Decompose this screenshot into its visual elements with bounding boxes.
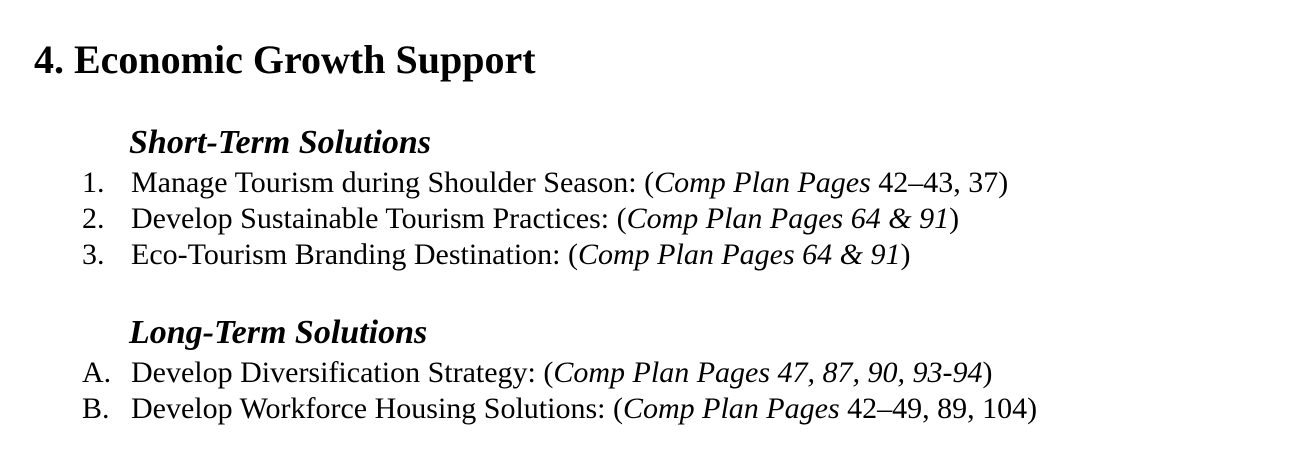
list-marker: B.: [82, 392, 110, 425]
list-item-text: [131, 201, 959, 237]
item-title: Manage Tourism during Shoulder Season: (: [131, 166, 655, 199]
item-title: Develop Diversification Strategy: (: [131, 356, 554, 389]
close-paren: ): [982, 356, 993, 389]
list-item-text: [131, 165, 1008, 201]
plan-reference: Comp Plan Pages 47, 87, 90, 93-94: [553, 356, 983, 389]
item-title: Eco-Tourism Branding Destination: (: [131, 238, 578, 271]
long-term-heading: Long-Term Solutions: [129, 314, 428, 351]
plan-pages: 42–43, 37): [870, 166, 1009, 199]
item-title: Develop Sustainable Tourism Practices: (: [131, 202, 627, 235]
list-marker: 2.: [82, 202, 105, 235]
list-item-text: [131, 237, 910, 273]
plan-pages: 42–49, 89, 104): [839, 392, 1038, 425]
item-title: Develop Workforce Housing Solutions: (: [131, 392, 623, 425]
plan-reference: Comp Plan Pages: [622, 392, 840, 425]
plan-reference: Comp Plan Pages 64 & 91: [577, 238, 901, 271]
list-marker: 3.: [82, 238, 105, 271]
plan-reference: Comp Plan Pages 64 & 91: [626, 202, 950, 235]
list-marker: A.: [82, 356, 112, 389]
plan-reference: Comp Plan Pages: [654, 166, 871, 199]
short-term-heading: Short-Term Solutions: [129, 124, 432, 161]
section-heading: 4. Economic Growth Support: [34, 37, 536, 82]
list-item-text: [131, 391, 1037, 427]
close-paren: ): [949, 202, 960, 235]
list-marker: 1.: [82, 166, 105, 199]
close-paren: ): [900, 238, 911, 271]
list-item-text: [131, 355, 993, 391]
